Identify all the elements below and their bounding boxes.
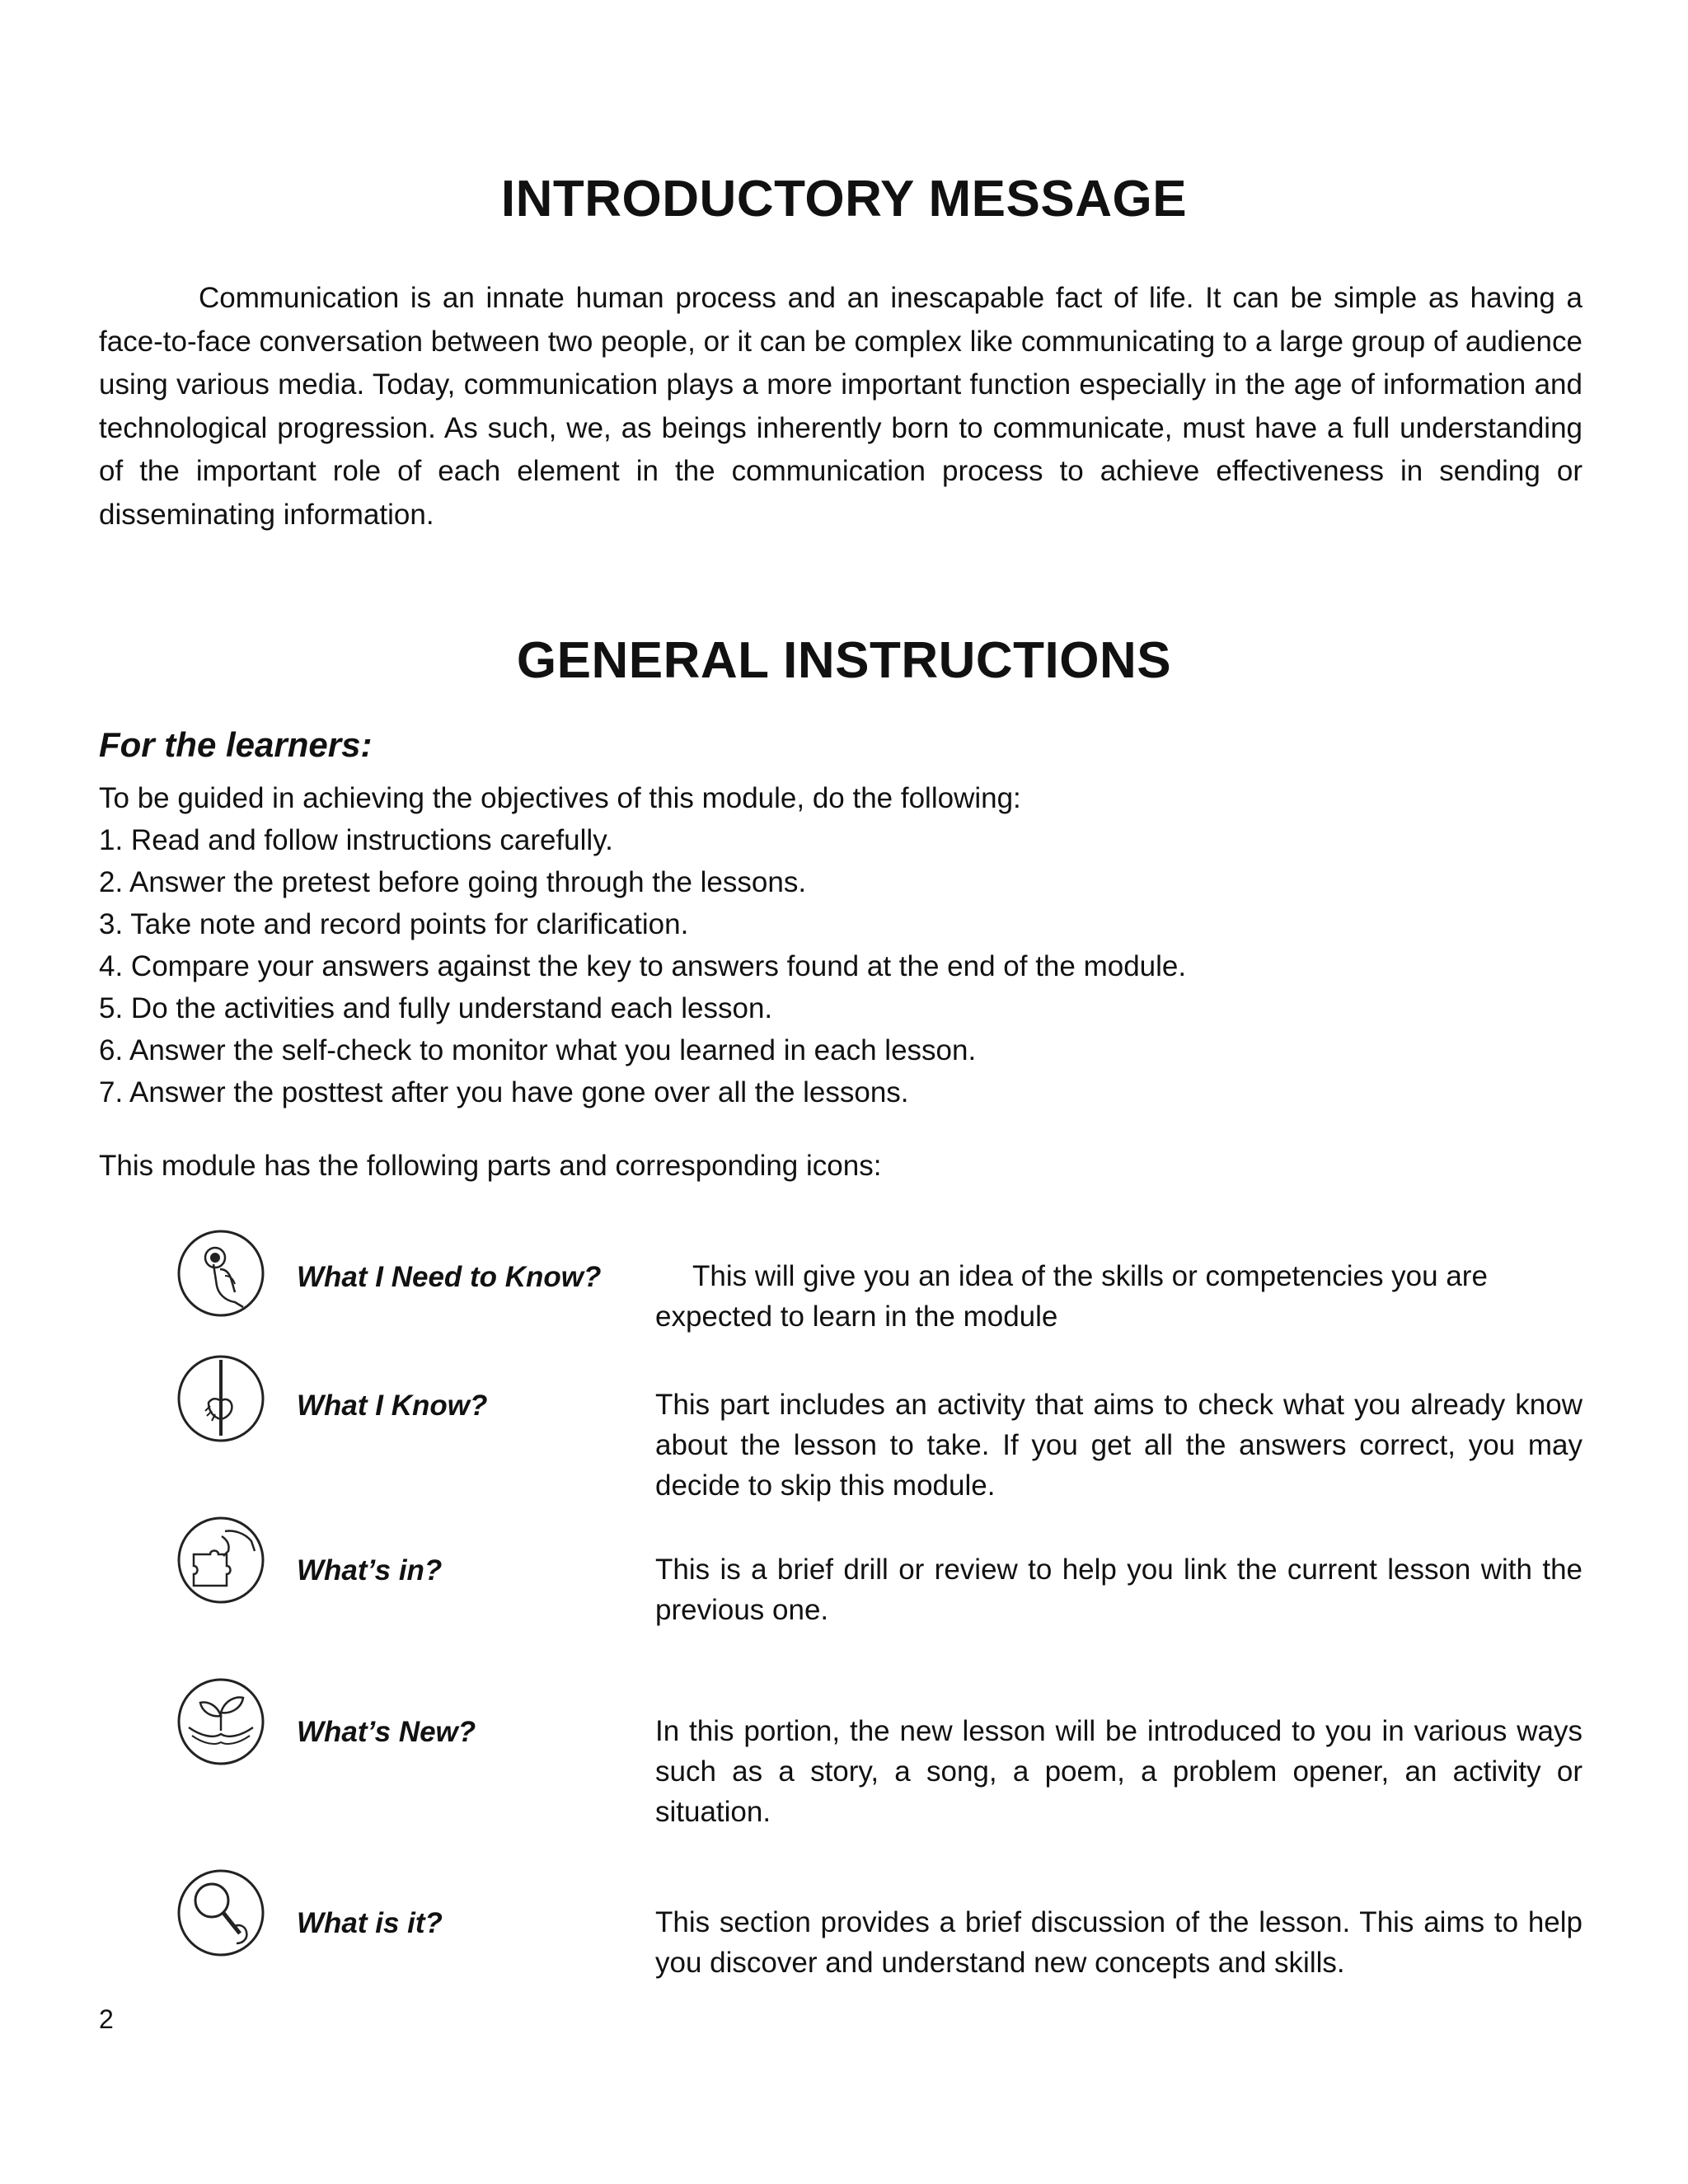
instruction-step: 6. Answer the self-check to monitor what you learned in each lesson. — [99, 1034, 977, 1066]
part-label: What’s New? — [297, 1716, 476, 1748]
part-description: This is a brief drill or review to help you link the current lesson with the previous one. — [655, 1554, 1582, 1626]
hand-with-magnifying-glass-icon — [176, 1868, 266, 1958]
for-the-learners-heading: For the learners: — [99, 725, 373, 764]
part-label: What I Know? — [297, 1390, 488, 1422]
part-description: This will give you an idea of the skills or competencies you are expected to learn in the module — [655, 1260, 1488, 1333]
part-description: This part includes an activity that aims to check what you already know about the lesson to take. If you get all the answers correct, you may decide to skip this module. — [655, 1389, 1582, 1502]
module-parts-intro: This module has the following parts and corresponding icons: — [99, 1150, 882, 1182]
part-label: What is it? — [297, 1907, 443, 1939]
introductory-message-heading: INTRODUCTORY MESSAGE — [500, 171, 1188, 227]
part-label: What I Need to Know? — [297, 1261, 602, 1293]
instruction-step: 7. Answer the posttest after you have gone over all the lessons. — [99, 1076, 909, 1108]
page-number: 2 — [99, 2004, 114, 2034]
instruction-step: 3. Take note and record points for clarification. — [99, 908, 689, 940]
general-instructions-heading: GENERAL INSTRUCTIONS — [516, 632, 1172, 689]
instruction-step: 2. Answer the pretest before going through the lessons. — [99, 866, 807, 898]
learner-instructions — [99, 777, 1582, 1113]
part-description: This section provides a brief discussion of the lesson. This aims to help you discover and understand new concepts and skills. — [655, 1906, 1582, 1979]
hands-holding-sprout-icon — [176, 1676, 266, 1767]
instruction-step: 4. Compare your answers against the key to answers found at the end of the module. — [99, 950, 1187, 982]
instruction-step: 5. Do the activities and fully understand each lesson. — [99, 992, 773, 1024]
hand-with-puzzle-piece-icon — [176, 1515, 266, 1605]
instruction-steps-list — [99, 819, 1582, 1113]
hand-holding-pencil-icon — [176, 1353, 266, 1444]
instruction-step: 1. Read and follow instructions carefully. — [99, 824, 613, 856]
part-label: What’s in? — [297, 1554, 443, 1586]
introductory-message-paragraph: Communication is an innate human process and an inescapable fact of life. It can be simple as having a face-to-face conversation between two people, or it can be complex like communicating to a large group of audience using various media. Today, communication plays a more important function especially in the age of information and technological progression. As such, we, as beings inherently born to communicate, must have a full understanding of the important role of each element in the communication process to achieve effectiveness in sending or disseminating information. — [99, 282, 1582, 531]
instructions-lead: To be guided in achieving the objectives of this module, do the following: — [99, 782, 1021, 814]
part-description: In this portion, the new lesson will be introduced to you in various ways such as a story, a song, a poem, a problem opener, an activity or situation. — [655, 1715, 1582, 1828]
pointing-hand-icon — [176, 1228, 266, 1319]
